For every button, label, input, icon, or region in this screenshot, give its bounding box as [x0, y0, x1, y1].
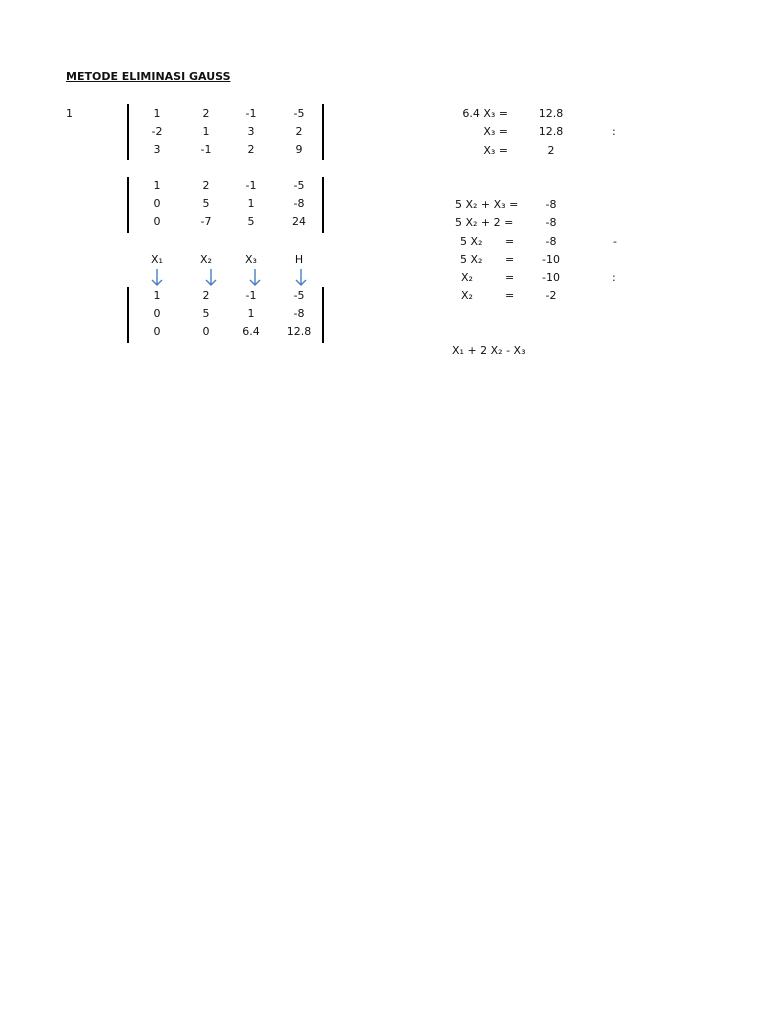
matrix-cell: 3 [247, 125, 255, 138]
matrix-cell: -1 [200, 143, 212, 156]
arrow-down-icon [204, 268, 218, 288]
matrix-cell: 24 [292, 215, 306, 228]
solve-x2-rhs: -8 [545, 216, 557, 229]
solve-x3-rhs: 2 [547, 144, 555, 157]
solve-x3-lhs: 6.4 X₃ = [462, 107, 508, 120]
solve-x2-op: : [612, 271, 616, 284]
solve-x2-eq: = [505, 289, 515, 302]
matrix-cell: 5 [247, 215, 255, 228]
matrix-1-right-bracket [322, 104, 324, 160]
matrix-cell: 6.4 [242, 325, 260, 338]
page-title: METODE ELIMINASI GAUSS [66, 70, 231, 83]
matrix-cell: 3 [153, 143, 161, 156]
matrix-cell: 0 [153, 197, 161, 210]
solve-x2-lhs: 5 X₂ [460, 235, 483, 248]
var-header-x3: X₃ [245, 253, 257, 266]
solve-x3-rhs: 12.8 [538, 107, 564, 120]
matrix-cell: 0 [202, 325, 210, 338]
matrix-cell: -5 [293, 107, 305, 120]
matrix-cell: 12.8 [286, 325, 312, 338]
solve-x2-eq: = [505, 271, 515, 284]
solve-x3-lhs: X₃ = [483, 144, 508, 157]
matrix-2-right-bracket [322, 177, 324, 233]
matrix-cell: 2 [202, 179, 210, 192]
solve-x2-lhs: 5 X₂ + X₃ = [455, 198, 519, 211]
matrix-cell: -8 [293, 307, 305, 320]
matrix-cell: 0 [153, 325, 161, 338]
matrix-cell: 2 [202, 107, 210, 120]
matrix-cell: 9 [295, 143, 303, 156]
solve-x1-expression: X₁ + 2 X₂ - X₃ [452, 344, 526, 357]
solve-x2-op: - [613, 235, 617, 248]
solve-x2-eq: = [505, 235, 515, 248]
matrix-cell: -2 [151, 125, 163, 138]
solve-x2-rhs: -8 [545, 198, 557, 211]
matrix-cell: 1 [153, 289, 161, 302]
var-header-x2: X₂ [200, 253, 212, 266]
var-header-x1: X₁ [151, 253, 163, 266]
matrix-cell: -5 [293, 289, 305, 302]
matrix-cell: -5 [293, 179, 305, 192]
arrow-down-icon [248, 268, 262, 288]
solve-x2-lhs: 5 X₂ + 2 = [455, 216, 514, 229]
solve-x3-lhs: X₃ = [483, 125, 508, 138]
matrix-cell: 1 [153, 179, 161, 192]
solve-x2-lhs: X₂ [461, 271, 473, 284]
solve-x2-eq: = [505, 253, 515, 266]
matrix-cell: -1 [245, 107, 257, 120]
matrix-1-left-bracket [127, 104, 129, 160]
solve-x2-rhs: -2 [545, 289, 557, 302]
matrix-cell: -8 [293, 197, 305, 210]
arrow-down-icon [294, 268, 308, 288]
solve-x3-rhs: 12.8 [538, 125, 564, 138]
matrix-cell: 0 [153, 215, 161, 228]
matrix-cell: -7 [200, 215, 212, 228]
matrix-cell: 5 [202, 307, 210, 320]
solve-x2-lhs: 5 X₂ [460, 253, 483, 266]
matrix-cell: 2 [247, 143, 255, 156]
matrix-cell: 1 [247, 197, 255, 210]
matrix-cell: 5 [202, 197, 210, 210]
matrix-2-left-bracket [127, 177, 129, 233]
solve-x2-rhs: -8 [545, 235, 557, 248]
var-header-h: H [294, 253, 304, 266]
matrix-cell: 2 [295, 125, 303, 138]
matrix-cell: 1 [202, 125, 210, 138]
arrow-down-icon [150, 268, 164, 288]
matrix-cell: 0 [153, 307, 161, 320]
step-number: 1 [66, 107, 73, 120]
matrix-cell: 1 [247, 307, 255, 320]
solve-x3-op: : [612, 125, 616, 138]
matrix-cell: -1 [245, 289, 257, 302]
solve-x2-rhs: -10 [542, 253, 560, 266]
matrix-3-right-bracket [322, 287, 324, 343]
matrix-3-left-bracket [127, 287, 129, 343]
matrix-cell: 2 [202, 289, 210, 302]
solve-x2-rhs: -10 [542, 271, 560, 284]
solve-x2-lhs: X₂ [461, 289, 473, 302]
matrix-cell: 1 [153, 107, 161, 120]
matrix-cell: -1 [245, 179, 257, 192]
